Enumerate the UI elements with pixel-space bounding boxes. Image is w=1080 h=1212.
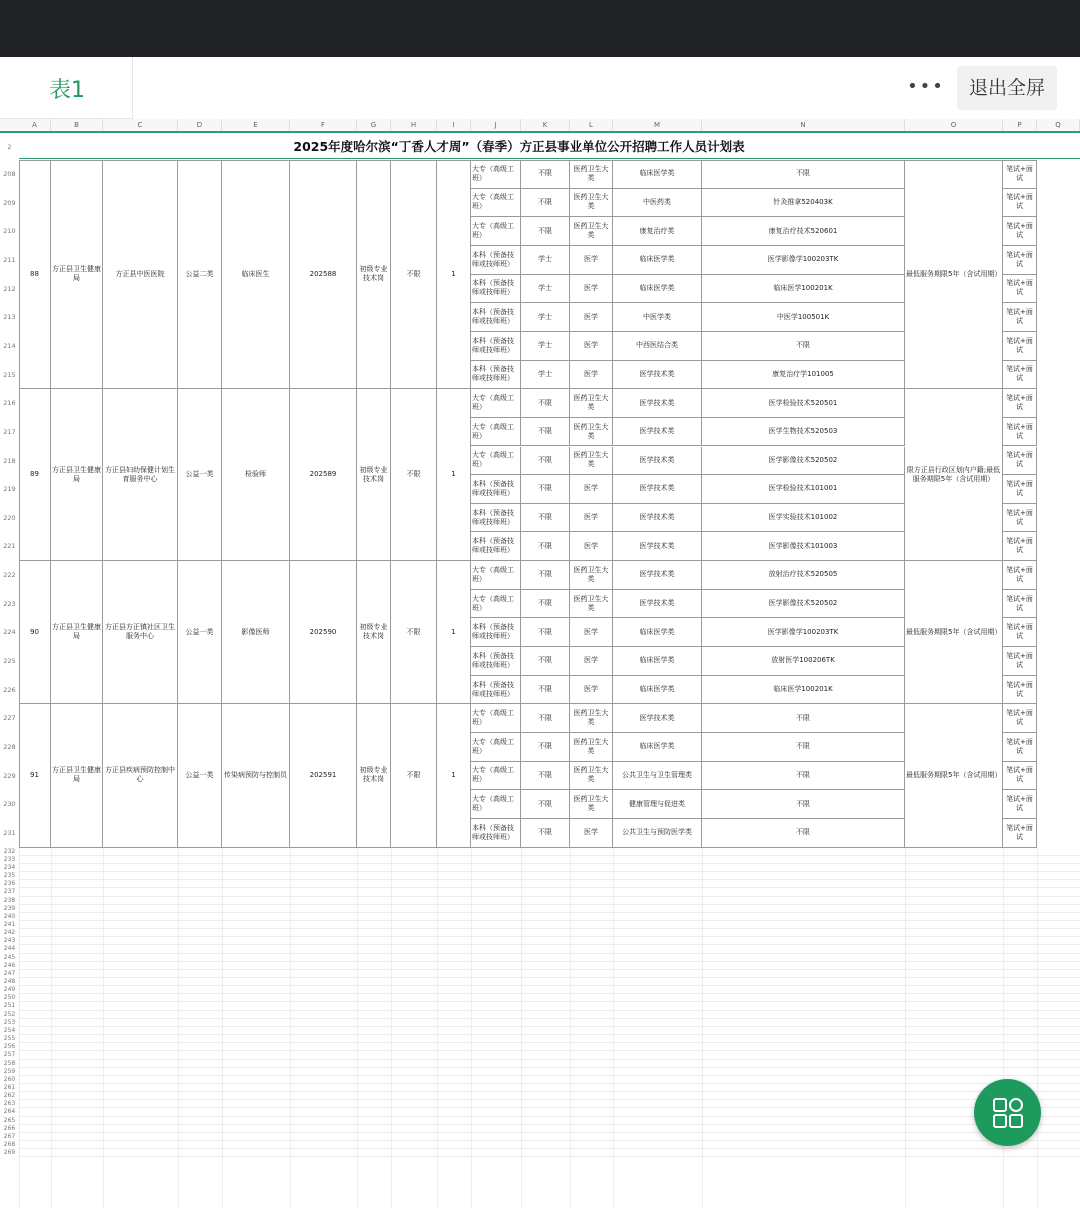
cell-degree[interactable]: 学士 xyxy=(521,303,570,332)
row-number[interactable]: 243 xyxy=(3,937,16,945)
row-number[interactable]: 219 xyxy=(3,485,16,494)
gridline xyxy=(391,848,392,1208)
cell-degree[interactable]: 不限 xyxy=(521,790,570,819)
cell-major[interactable]: 医学检验技术101001 xyxy=(702,475,905,504)
cell-degree[interactable]: 不限 xyxy=(521,618,570,647)
row-number[interactable]: 233 xyxy=(3,855,16,863)
cell-major[interactable]: 放射治疗技术520505 xyxy=(702,561,905,590)
cell-major-class[interactable]: 临床医学类 xyxy=(613,647,702,676)
cell-exam-method[interactable]: 笔试+面试 xyxy=(1003,418,1037,447)
cell-major-category[interactable]: 医学 xyxy=(570,275,613,304)
cell-major-class[interactable]: 医学技术类 xyxy=(613,561,702,590)
cell-post[interactable]: 检验师 xyxy=(222,389,290,561)
cell-major-category[interactable]: 医药卫生大类 xyxy=(570,160,613,189)
cell-degree[interactable]: 不限 xyxy=(521,217,570,246)
row-number[interactable]: 228 xyxy=(3,743,16,751)
cell-exam-method[interactable]: 笔试+面试 xyxy=(1003,389,1037,418)
column-header-c[interactable]: C xyxy=(103,119,178,131)
cell-education[interactable]: 本科（预备技师或技师班） xyxy=(471,303,521,332)
row-number[interactable]: 250 xyxy=(3,994,16,1002)
cell-count[interactable]: 1 xyxy=(437,389,471,561)
title-row xyxy=(19,135,1080,159)
row-number[interactable]: 256 xyxy=(3,1043,16,1051)
row-number[interactable]: 266 xyxy=(3,1124,16,1132)
spreadsheet-grid[interactable] xyxy=(0,119,1080,1212)
cell-count[interactable]: 1 xyxy=(437,561,471,704)
sheet-tab-label: 表1 xyxy=(49,78,85,103)
row-number[interactable]: 240 xyxy=(3,912,16,920)
cell-degree[interactable]: 不限 xyxy=(521,504,570,533)
cell-dept[interactable]: 方正县卫生健康局 xyxy=(51,389,103,561)
cell-major-class[interactable]: 医学技术类 xyxy=(613,590,702,619)
cell-degree[interactable]: 不限 xyxy=(521,561,570,590)
cell-limit[interactable]: 不限 xyxy=(391,389,437,561)
row-number[interactable]: 265 xyxy=(3,1116,16,1124)
cell-exam-method[interactable]: 笔试+面试 xyxy=(1003,762,1037,791)
column-header-a[interactable]: A xyxy=(19,119,51,131)
cell-exam-method[interactable]: 笔试+面试 xyxy=(1003,704,1037,733)
gridline xyxy=(570,848,571,1208)
row-number[interactable]: 225 xyxy=(3,657,16,666)
row-number[interactable]: 230 xyxy=(3,800,16,809)
gridline xyxy=(19,848,20,1208)
cell-major-category[interactable]: 医学 xyxy=(570,532,613,561)
cell-level[interactable]: 初级专业技术岗 xyxy=(357,561,391,704)
gridline xyxy=(471,848,472,1208)
cell-education[interactable]: 本科（预备技师或技师班） xyxy=(471,332,521,361)
cell-education[interactable]: 大专（高级工班） xyxy=(471,160,521,189)
column-header-n[interactable]: N xyxy=(702,119,905,131)
row-number[interactable]: 269 xyxy=(3,1149,16,1157)
cell-major-class[interactable]: 健康管理与促进类 xyxy=(613,790,702,819)
gridline xyxy=(1037,848,1038,1208)
gridline xyxy=(51,848,52,1208)
cell-major-category[interactable]: 医学 xyxy=(570,246,613,275)
cell-major-category[interactable]: 医学 xyxy=(570,504,613,533)
row-number[interactable]: 262 xyxy=(3,1092,16,1100)
cell-major-category[interactable]: 医学 xyxy=(570,819,613,848)
row-number[interactable]: 234 xyxy=(3,863,16,871)
cell-major-class[interactable]: 医学技术类 xyxy=(613,361,702,390)
cell-major-class[interactable]: 临床医学类 xyxy=(613,160,702,189)
row-number[interactable]: 252 xyxy=(3,1010,16,1018)
cell-major-category[interactable]: 医学 xyxy=(570,618,613,647)
cell-degree[interactable]: 不限 xyxy=(521,762,570,791)
row-number[interactable]: 226 xyxy=(3,685,16,694)
cell-major-category[interactable]: 医药卫生大类 xyxy=(570,733,613,762)
cell-note[interactable]: 限方正县行政区划内户籍;最低服务期限5年（含试用期） xyxy=(905,389,1003,561)
data-table xyxy=(0,160,1080,850)
cell-degree[interactable]: 不限 xyxy=(521,819,570,848)
row-number[interactable]: 267 xyxy=(3,1132,16,1140)
cell-degree[interactable]: 学士 xyxy=(521,361,570,390)
cell-degree[interactable]: 不限 xyxy=(521,532,570,561)
row-number[interactable]: 247 xyxy=(3,969,16,977)
cell-major[interactable]: 康复治疗技术520601 xyxy=(702,217,905,246)
cell-degree[interactable]: 不限 xyxy=(521,590,570,619)
cell-type[interactable]: 公益二类 xyxy=(178,160,222,389)
cell-major-class[interactable]: 医学技术类 xyxy=(613,418,702,447)
cell-major-category[interactable]: 医药卫生大类 xyxy=(570,561,613,590)
cell-degree[interactable]: 不限 xyxy=(521,160,570,189)
row-number[interactable]: 259 xyxy=(3,1067,16,1075)
row-number[interactable]: 257 xyxy=(3,1051,16,1059)
cell-education[interactable]: 大专（高级工班） xyxy=(471,447,521,476)
row-number[interactable]: 227 xyxy=(3,714,16,723)
cell-education[interactable]: 本科（预备技师或技师班） xyxy=(471,504,521,533)
cell-exam-method[interactable]: 笔试+面试 xyxy=(1003,561,1037,590)
cell-degree[interactable]: 不限 xyxy=(521,475,570,504)
cell-dept[interactable]: 方正县卫生健康局 xyxy=(51,160,103,389)
cell-exam-method[interactable]: 笔试+面试 xyxy=(1003,160,1037,189)
cell-major-class[interactable]: 康复治疗类 xyxy=(613,217,702,246)
cell-major[interactable]: 不限 xyxy=(702,332,905,361)
exit-fullscreen-button[interactable]: 退出全屏 xyxy=(957,66,1057,110)
cell-education[interactable]: 本科（预备技师或技师班） xyxy=(471,475,521,504)
cell-no[interactable]: 91 xyxy=(19,704,51,847)
cell-limit[interactable]: 不限 xyxy=(391,704,437,847)
cell-major-class[interactable]: 医学技术类 xyxy=(613,475,702,504)
row-number[interactable]: 239 xyxy=(3,904,16,912)
column-header-d[interactable]: D xyxy=(178,119,222,131)
column-header-g[interactable]: G xyxy=(357,119,391,131)
cell-major-category[interactable]: 医药卫生大类 xyxy=(570,704,613,733)
cell-level[interactable]: 初级专业技术岗 xyxy=(357,389,391,561)
cell-exam-method[interactable]: 笔试+面试 xyxy=(1003,532,1037,561)
cell-major-class[interactable]: 公共卫生与预防医学类 xyxy=(613,819,702,848)
cell-degree[interactable]: 不限 xyxy=(521,418,570,447)
cell-exam-method[interactable]: 笔试+面试 xyxy=(1003,189,1037,218)
cell-level[interactable]: 初级专业技术岗 xyxy=(357,704,391,847)
cell-major[interactable]: 不限 xyxy=(702,160,905,189)
row-number[interactable]: 268 xyxy=(3,1141,16,1148)
cell-exam-method[interactable]: 笔试+面试 xyxy=(1003,246,1037,275)
status-bar xyxy=(0,0,1080,57)
gridline xyxy=(437,848,438,1208)
cell-major[interactable]: 医学实验技术101002 xyxy=(702,504,905,533)
cell-degree[interactable]: 不限 xyxy=(521,447,570,476)
more-options-icon[interactable]: ••• xyxy=(907,76,945,97)
cell-limit[interactable]: 不限 xyxy=(391,160,437,389)
column-header-j[interactable]: J xyxy=(471,119,521,131)
cell-education[interactable]: 大专（高级工班） xyxy=(471,418,521,447)
row-number[interactable]: 213 xyxy=(3,313,16,322)
row-number[interactable]: 222 xyxy=(3,571,16,580)
cell-major-class[interactable]: 医学技术类 xyxy=(613,447,702,476)
cell-post[interactable]: 影像医师 xyxy=(222,561,290,704)
row-number[interactable]: 208 xyxy=(3,170,16,178)
top-toolbar xyxy=(0,57,1080,119)
gridline xyxy=(1003,848,1004,1208)
cell-level[interactable]: 初级专业技术岗 xyxy=(357,160,391,389)
column-header-e[interactable]: E xyxy=(222,119,290,131)
cell-major[interactable]: 临床医学100201K xyxy=(702,275,905,304)
cell-education[interactable]: 本科（预备技师或技师班） xyxy=(471,361,521,390)
row-number[interactable]: 245 xyxy=(3,953,16,961)
cell-dept[interactable]: 方正县卫生健康局 xyxy=(51,704,103,847)
cell-major[interactable]: 医学影像学100203TK xyxy=(702,246,905,275)
row-number[interactable]: 264 xyxy=(3,1108,16,1116)
column-header-bar xyxy=(0,119,1080,133)
cell-degree[interactable]: 不限 xyxy=(521,704,570,733)
row-number[interactable]: 211 xyxy=(3,255,16,264)
cell-education[interactable]: 本科（预备技师或技师班） xyxy=(471,647,521,676)
cell-exam-method[interactable]: 笔试+面试 xyxy=(1003,790,1037,819)
cell-major-class[interactable]: 医学技术类 xyxy=(613,389,702,418)
cell-major[interactable]: 医学影像技术520502 xyxy=(702,447,905,476)
cell-major-class[interactable]: 医学技术类 xyxy=(613,532,702,561)
gridline xyxy=(357,848,358,1208)
cell-major-category[interactable]: 医药卫生大类 xyxy=(570,447,613,476)
row-number[interactable]: 242 xyxy=(3,929,16,937)
table-border xyxy=(19,160,20,848)
gridline xyxy=(290,848,291,1208)
table-border xyxy=(19,160,1037,161)
column-header-b[interactable]: B xyxy=(51,119,103,131)
cell-exam-method[interactable]: 笔试+面试 xyxy=(1003,275,1037,304)
row-number[interactable]: 251 xyxy=(3,1002,16,1010)
cell-post[interactable]: 传染病预防与控制员 xyxy=(222,704,290,847)
row-number[interactable]: 235 xyxy=(3,872,16,880)
row-number[interactable]: 215 xyxy=(3,370,16,379)
cell-note[interactable]: 最低服务期限5年（含试用期） xyxy=(905,561,1003,704)
cell-major[interactable]: 放射医学100206TK xyxy=(702,647,905,676)
cell-major[interactable]: 临床医学100201K xyxy=(702,676,905,705)
cell-education[interactable]: 本科（预备技师或技师班） xyxy=(471,532,521,561)
cell-education[interactable]: 本科（预备技师或技师班） xyxy=(471,676,521,705)
column-header-k[interactable]: K xyxy=(521,119,570,131)
cell-major-category[interactable]: 医学 xyxy=(570,361,613,390)
cell-major[interactable]: 康复治疗学101005 xyxy=(702,361,905,390)
cell-major-category[interactable]: 医学 xyxy=(570,647,613,676)
row-number[interactable]: 229 xyxy=(3,771,16,780)
row-number[interactable]: 212 xyxy=(3,284,16,293)
cell-degree[interactable]: 不限 xyxy=(521,189,570,218)
cell-education[interactable]: 本科（预备技师或技师班） xyxy=(471,819,521,848)
cell-education[interactable]: 大专（高级工班） xyxy=(471,790,521,819)
row-number[interactable]: 260 xyxy=(3,1075,16,1083)
column-header-l[interactable]: L xyxy=(570,119,613,131)
cell-exam-method[interactable]: 笔试+面试 xyxy=(1003,733,1037,762)
cell-major[interactable]: 医学影像学100203TK xyxy=(702,618,905,647)
cell-major-class[interactable]: 临床医学类 xyxy=(613,618,702,647)
cell-unit[interactable]: 方正县方正镇社区卫生服务中心 xyxy=(103,561,178,704)
cell-major[interactable]: 医学生物技术520503 xyxy=(702,418,905,447)
row-number[interactable]: 254 xyxy=(3,1026,16,1034)
cell-major[interactable]: 不限 xyxy=(702,704,905,733)
cell-major-category[interactable]: 医药卫生大类 xyxy=(570,762,613,791)
cell-degree[interactable]: 学士 xyxy=(521,246,570,275)
cell-major-category[interactable]: 医学 xyxy=(570,303,613,332)
cell-major-category[interactable]: 医药卫生大类 xyxy=(570,189,613,218)
cell-major-class[interactable]: 中医药类 xyxy=(613,189,702,218)
row-number[interactable]: 246 xyxy=(3,961,16,969)
cell-major-category[interactable]: 医药卫生大类 xyxy=(570,418,613,447)
cell-major[interactable]: 不限 xyxy=(702,819,905,848)
cell-no[interactable]: 88 xyxy=(19,160,51,389)
cell-degree[interactable]: 不限 xyxy=(521,647,570,676)
cell-major-category[interactable]: 医学 xyxy=(570,475,613,504)
row-number[interactable]: 209 xyxy=(3,198,16,207)
cell-major[interactable]: 中医学100501K xyxy=(702,303,905,332)
cell-note[interactable]: 最低服务期限5年（含试用期） xyxy=(905,160,1003,389)
cell-unit[interactable]: 方正县中医医院 xyxy=(103,160,178,389)
cell-unit[interactable]: 方正县妇幼保健计划生育服务中心 xyxy=(103,389,178,561)
cell-exam-method[interactable]: 笔试+面试 xyxy=(1003,217,1037,246)
row-number[interactable]: 221 xyxy=(3,542,16,551)
row-number[interactable]: 248 xyxy=(3,978,16,985)
cell-degree[interactable]: 学士 xyxy=(521,332,570,361)
cell-degree[interactable]: 不限 xyxy=(521,733,570,762)
row-number[interactable]: 218 xyxy=(3,456,16,465)
row-number[interactable]: 231 xyxy=(3,828,16,837)
row-number[interactable]: 255 xyxy=(3,1035,16,1043)
cell-education[interactable]: 大专（高级工班） xyxy=(471,217,521,246)
cell-education[interactable]: 大专（高级工班） xyxy=(471,762,521,791)
cell-major-class[interactable]: 临床医学类 xyxy=(613,676,702,705)
cell-major[interactable]: 医学检验技术520501 xyxy=(702,389,905,418)
cell-major[interactable]: 不限 xyxy=(702,790,905,819)
row-number[interactable]: 216 xyxy=(3,399,16,408)
cell-education[interactable]: 大专（高级工班） xyxy=(471,590,521,619)
cell-type[interactable]: 公益一类 xyxy=(178,704,222,847)
cell-education[interactable]: 本科（预备技师或技师班） xyxy=(471,275,521,304)
cell-major-category[interactable]: 医药卫生大类 xyxy=(570,590,613,619)
apps-fab-button[interactable] xyxy=(974,1079,1041,1146)
sheet-tab[interactable] xyxy=(0,57,133,119)
gridline xyxy=(103,848,104,1208)
row-number[interactable]: 224 xyxy=(3,628,16,637)
cell-education[interactable]: 本科（预备技师或技师班） xyxy=(471,246,521,275)
cell-major-category[interactable]: 医学 xyxy=(570,332,613,361)
cell-major-class[interactable]: 中医学类 xyxy=(613,303,702,332)
row-number[interactable]: 210 xyxy=(3,227,16,236)
row-number[interactable]: 236 xyxy=(3,880,16,888)
column-header-h[interactable]: H xyxy=(391,119,437,131)
cell-major-category[interactable]: 医学 xyxy=(570,676,613,705)
cell-exam-method[interactable]: 笔试+面试 xyxy=(1003,361,1037,390)
column-header-f[interactable]: F xyxy=(290,119,357,131)
cell-education[interactable]: 大专（高级工班） xyxy=(471,561,521,590)
cell-unit[interactable]: 方正县疾病预防控制中心 xyxy=(103,704,178,847)
cell-exam-method[interactable]: 笔试+面试 xyxy=(1003,590,1037,619)
row-number[interactable]: 237 xyxy=(3,888,16,896)
cell-type[interactable]: 公益一类 xyxy=(178,561,222,704)
cell-code[interactable]: 202591 xyxy=(290,704,357,847)
cell-code[interactable]: 202590 xyxy=(290,561,357,704)
row-number[interactable]: 217 xyxy=(3,427,16,436)
row-number[interactable]: 241 xyxy=(3,920,16,928)
cell-count[interactable]: 1 xyxy=(437,160,471,389)
cell-major[interactable]: 针灸推拿520403K xyxy=(702,189,905,218)
cell-education[interactable]: 大专（高级工班） xyxy=(471,704,521,733)
cell-exam-method[interactable]: 笔试+面试 xyxy=(1003,447,1037,476)
row-number[interactable]: 253 xyxy=(3,1018,16,1026)
cell-major[interactable]: 医学影像技术101003 xyxy=(702,532,905,561)
cell-major-category[interactable]: 医药卫生大类 xyxy=(570,217,613,246)
cell-count[interactable]: 1 xyxy=(437,704,471,847)
column-header-o[interactable]: O xyxy=(905,119,1003,131)
cell-education[interactable]: 本科（预备技师或技师班） xyxy=(471,618,521,647)
cell-degree[interactable]: 学士 xyxy=(521,275,570,304)
cell-major[interactable]: 医学影像技术520502 xyxy=(702,590,905,619)
row-number[interactable]: 238 xyxy=(3,896,16,904)
cell-major-class[interactable]: 临床医学类 xyxy=(613,275,702,304)
cell-dept[interactable]: 方正县卫生健康局 xyxy=(51,561,103,704)
cell-education[interactable]: 大专（高级工班） xyxy=(471,733,521,762)
row-number[interactable]: 223 xyxy=(3,599,16,608)
cell-note[interactable]: 最低服务期限5年（含试用期） xyxy=(905,704,1003,847)
cell-degree[interactable]: 不限 xyxy=(521,676,570,705)
cell-major-class[interactable]: 临床医学类 xyxy=(613,733,702,762)
cell-major-category[interactable]: 医药卫生大类 xyxy=(570,389,613,418)
cell-code[interactable]: 202589 xyxy=(290,389,357,561)
column-header-i[interactable]: I xyxy=(437,119,471,131)
gridline xyxy=(178,848,179,1208)
column-header-p[interactable]: P xyxy=(1003,119,1037,131)
cell-degree[interactable]: 不限 xyxy=(521,389,570,418)
cell-major-class[interactable]: 公共卫生与卫生管理类 xyxy=(613,762,702,791)
cell-education[interactable]: 大专（高级工班） xyxy=(471,189,521,218)
gridline xyxy=(702,848,703,1208)
row-number[interactable]: 232 xyxy=(3,847,16,855)
cell-major[interactable]: 不限 xyxy=(702,762,905,791)
cell-major[interactable]: 不限 xyxy=(702,733,905,762)
cell-exam-method[interactable]: 笔试+面试 xyxy=(1003,504,1037,533)
cell-no[interactable]: 90 xyxy=(19,561,51,704)
row-number[interactable]: 258 xyxy=(3,1059,16,1067)
cell-major-category[interactable]: 医药卫生大类 xyxy=(570,790,613,819)
cell-exam-method[interactable]: 笔试+面试 xyxy=(1003,618,1037,647)
cell-major-class[interactable]: 临床医学类 xyxy=(613,246,702,275)
cell-major-class[interactable]: 医学技术类 xyxy=(613,704,702,733)
column-header-q[interactable]: Q xyxy=(1037,119,1080,131)
cell-exam-method[interactable]: 笔试+面试 xyxy=(1003,332,1037,361)
gridline xyxy=(222,848,223,1208)
row-number[interactable]: 220 xyxy=(3,513,16,522)
gridline xyxy=(521,848,522,1208)
cell-exam-method[interactable]: 笔试+面试 xyxy=(1003,647,1037,676)
row-number[interactable]: 261 xyxy=(3,1083,16,1091)
cell-type[interactable]: 公益一类 xyxy=(178,389,222,561)
cell-exam-method[interactable]: 笔试+面试 xyxy=(1003,819,1037,848)
row-number[interactable]: 244 xyxy=(3,945,16,953)
row-number[interactable]: 249 xyxy=(3,986,16,994)
cell-exam-method[interactable]: 笔试+面试 xyxy=(1003,475,1037,504)
cell-limit[interactable]: 不限 xyxy=(391,561,437,704)
row-number[interactable]: 214 xyxy=(3,341,16,350)
row-number: 2 xyxy=(7,143,12,151)
row-number[interactable]: 263 xyxy=(3,1100,16,1108)
sheet-title: 2025年度哈尔滨“丁香人才周”（春季）方正县事业单位公开招聘工作人员计划表 xyxy=(293,139,745,154)
cell-exam-method[interactable]: 笔试+面试 xyxy=(1003,303,1037,332)
cell-no[interactable]: 89 xyxy=(19,389,51,561)
cell-exam-method[interactable]: 笔试+面试 xyxy=(1003,676,1037,705)
cell-major-class[interactable]: 中西医结合类 xyxy=(613,332,702,361)
cell-post[interactable]: 临床医生 xyxy=(222,160,290,389)
cell-education[interactable]: 大专（高级工班） xyxy=(471,389,521,418)
column-header-m[interactable]: M xyxy=(613,119,702,131)
cell-code[interactable]: 202588 xyxy=(290,160,357,389)
cell-major-class[interactable]: 医学技术类 xyxy=(613,504,702,533)
gridline xyxy=(613,848,614,1208)
gridline xyxy=(905,848,906,1208)
